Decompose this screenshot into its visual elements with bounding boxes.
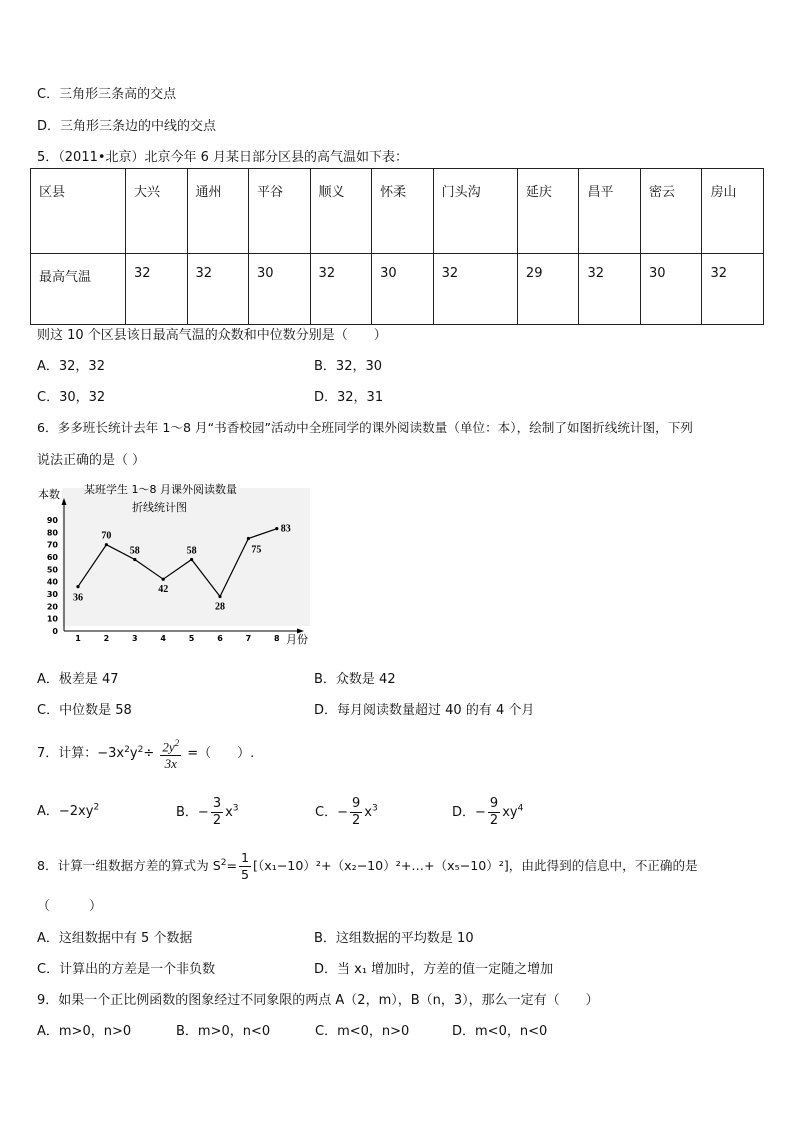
q8-fraction: $\frac{1}{5}$ bbox=[241, 850, 250, 882]
q7-option-c: C．− $\frac{9}{2}$ $x^3$ bbox=[315, 796, 378, 828]
q8-option-b: B．这组数据的平均数是 10 bbox=[314, 931, 474, 946]
chart-y-tick-label: 70 bbox=[46, 540, 58, 550]
chart-data-point bbox=[190, 558, 193, 561]
chart-data-label: 36 bbox=[73, 592, 83, 604]
q9-option-d: D．m<0，n<0 bbox=[452, 1024, 548, 1039]
table-cell: 29 bbox=[517, 254, 579, 325]
q4-option-d: D．三角形三条边的中线的交点 bbox=[37, 119, 217, 134]
table-data-row bbox=[31, 254, 764, 325]
table-cell: 延庆 bbox=[517, 169, 579, 254]
chart-data-point bbox=[133, 558, 136, 561]
table-cell: 通州 bbox=[187, 169, 249, 254]
chart-data-label: 42 bbox=[158, 584, 169, 596]
table-cell: 怀柔 bbox=[372, 169, 434, 254]
q9-option-c: C．m<0，n>0 bbox=[315, 1024, 410, 1039]
q6-stem-line1: 6．多多班长统计去年 1～8 月“书香校园”活动中全班同学的课外阅读数量（单位：本），绘制了如图折线统计图，下列 bbox=[37, 420, 693, 435]
q7-option-b: B．− $\frac{3}{2}$ $x^3$ bbox=[176, 796, 239, 828]
q8-option-c: C．计算出的方差是一个非负数 bbox=[37, 962, 216, 977]
chart-data-point bbox=[76, 585, 79, 588]
table-cell: 32 bbox=[126, 254, 188, 325]
q5-question: 则这 10 个区县该日最高气温的众数和中位数分别是（ ） bbox=[37, 328, 387, 343]
q8-option-d: D．当 x₁ 增加时，方差的值一定随之增加 bbox=[314, 962, 554, 977]
q6-stem-line2: 说法正确的是（ ） bbox=[37, 453, 146, 468]
chart-y-tick-label: 10 bbox=[46, 614, 58, 624]
chart-data-label: 28 bbox=[215, 601, 225, 613]
q6-option-d: D．每月阅读数量超过 40 的有 4 个月 bbox=[314, 703, 535, 718]
table-cell: 密云 bbox=[640, 169, 702, 254]
table-header-row bbox=[31, 169, 764, 254]
chart-data-label: 58 bbox=[129, 545, 140, 557]
q9-option-b: B．m>0，n<0 bbox=[176, 1024, 271, 1039]
q8-stem: 8．计算一组数据方差的算式为 $S^2=$ $\frac{1}{5}$ [（x₁−10）²+（x₂−10）²+…+（x₅−10）²]，由此得到的信息中，不正确的是 bbox=[37, 850, 698, 882]
chart-x-tick-label: 4 bbox=[160, 634, 166, 643]
table-cell: 30 bbox=[249, 254, 311, 325]
q5-option-c: C．30，32 bbox=[37, 390, 106, 405]
q8-stem-line2: （ ） bbox=[37, 899, 103, 914]
table-cell: 昌平 bbox=[579, 169, 641, 254]
chart-x-tick-label: 3 bbox=[132, 634, 138, 643]
temperature-table bbox=[30, 168, 764, 325]
table-cell: 区县 bbox=[31, 169, 126, 254]
chart-data-label: 75 bbox=[251, 544, 262, 556]
chart-data-label: 83 bbox=[280, 523, 291, 535]
chart-y-tick-label: 60 bbox=[46, 553, 58, 562]
chart-y-tick-label: 80 bbox=[46, 528, 58, 538]
chart-data-point bbox=[218, 595, 221, 598]
table-cell: 30 bbox=[372, 254, 434, 325]
q5-stem: 5．（2011•北京）北京今年 6 月某日部分区县的高气温如下表： bbox=[37, 150, 409, 165]
table-cell: 32 bbox=[579, 254, 641, 325]
q4-option-c: C．三角形三条高的交点 bbox=[37, 87, 177, 102]
table-row-label: 最高气温 bbox=[31, 254, 126, 325]
chart-y-tick-label: 30 bbox=[46, 590, 58, 599]
q7-option-a: A．$-2xy^2$ bbox=[37, 802, 100, 819]
chart-x-tick-label: 1 bbox=[75, 634, 81, 643]
chart-x-tick-label: 6 bbox=[217, 634, 223, 643]
chart-y-tick-label: 50 bbox=[46, 565, 58, 575]
chart-subtitle: 折线统计图 bbox=[132, 501, 187, 514]
q5-option-b: B．32，30 bbox=[314, 359, 383, 374]
chart-y-tick-label: 90 bbox=[46, 516, 58, 525]
table-cell: 顺义 bbox=[310, 169, 372, 254]
table-cell: 32 bbox=[702, 254, 764, 325]
chart-y-tick-label: 20 bbox=[46, 602, 58, 612]
chart-data-label: 58 bbox=[186, 545, 197, 557]
table-cell: 32 bbox=[187, 254, 249, 325]
q5-option-d: D．32，31 bbox=[314, 390, 384, 405]
q5-option-a: A．32，32 bbox=[37, 359, 105, 374]
table-cell: 32 bbox=[433, 254, 517, 325]
chart-x-tick-label: 2 bbox=[103, 634, 110, 643]
chart-x-tick-label: 5 bbox=[188, 634, 195, 643]
q6-option-c: C．中位数是 58 bbox=[37, 703, 132, 718]
reading-line-chart bbox=[36, 480, 316, 648]
chart-title: 某班学生 1～8 月课外阅读数量 bbox=[84, 483, 237, 496]
q8-option-a: A．这组数据中有 5 个数据 bbox=[37, 931, 193, 946]
q7-stem: 7．计算：$-3x^2y^2\div$ $\frac{2y^2}{3x}$ =（ ）. bbox=[37, 735, 254, 772]
table-cell: 房山 bbox=[702, 169, 764, 254]
table-cell: 32 bbox=[310, 254, 372, 325]
chart-data-point bbox=[162, 578, 165, 581]
table-cell: 平谷 bbox=[249, 169, 311, 254]
q9-stem: 9．如果一个正比例函数的图象经过不同象限的两点 A（2，m），B（n，3），那么一定有（ ） bbox=[37, 993, 599, 1008]
chart-data-point bbox=[275, 527, 278, 530]
table-cell: 门头沟 bbox=[433, 169, 517, 254]
q9-option-a: A．m>0，n>0 bbox=[37, 1024, 132, 1039]
chart-x-tick-label: 7 bbox=[245, 634, 252, 643]
chart-ylabel: 本数 bbox=[38, 488, 60, 501]
q6-option-b: B．众数是 42 bbox=[314, 672, 396, 687]
table-cell: 大兴 bbox=[126, 169, 188, 254]
chart-y-tick-label: 40 bbox=[46, 577, 58, 587]
q6-option-a: A．极差是 47 bbox=[37, 672, 119, 687]
q7-fraction: $\frac{2y^2}{3x}$ bbox=[160, 735, 181, 772]
chart-data-point bbox=[247, 537, 250, 540]
table-cell: 30 bbox=[640, 254, 702, 325]
chart-y-tick-label: 0 bbox=[52, 627, 58, 636]
chart-data-label: 70 bbox=[101, 530, 112, 542]
q7-option-d: D．− $\frac{9}{2}$ $xy^4$ bbox=[452, 796, 524, 828]
chart-xlabel: 月份 bbox=[286, 633, 308, 646]
chart-x-tick-label: 8 bbox=[274, 634, 280, 643]
chart-data-point bbox=[105, 543, 108, 546]
